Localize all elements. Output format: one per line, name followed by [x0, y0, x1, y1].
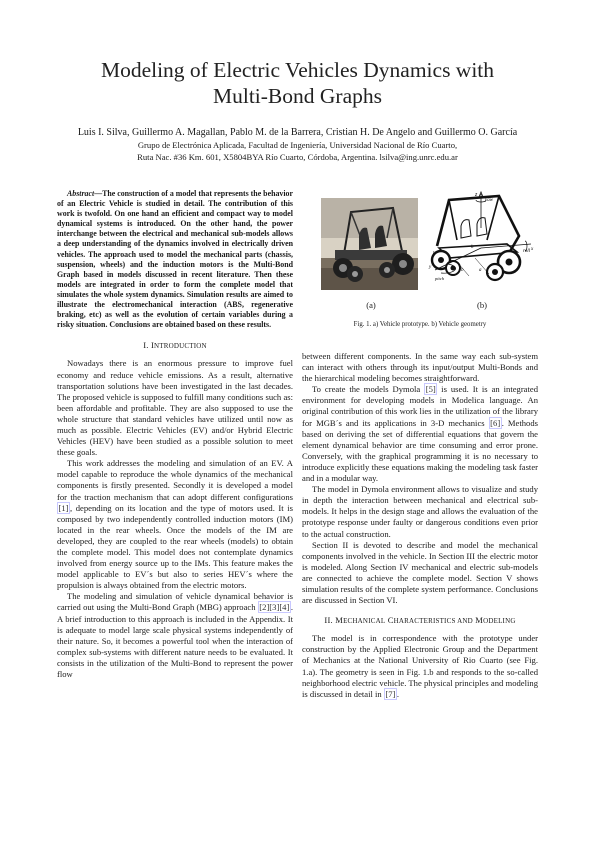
section-title-initial: I: [150, 340, 155, 351]
figure-label-a: (a): [366, 300, 376, 310]
section-heading-mechanical: [302, 615, 538, 627]
figure-caption: Fig. 1. a) Vehicle prototype. b) Vehicle geometry: [353, 321, 487, 328]
section-title-initial: M: [475, 615, 484, 626]
affiliation-line-2: Ruta Nac. #36 Km. 601, X5804BYA Río Cuarto, Córdoba, Argentina. lsilva@ing.unrc.edu.ar: [137, 152, 458, 162]
affiliation: [30, 139, 565, 163]
pitch-label: pitch: [435, 276, 444, 281]
seat-left: [461, 220, 471, 238]
paper-title: [40, 57, 555, 109]
section-title-rest: NTRODUCTION: [154, 342, 207, 351]
intro-paragraph-3: [57, 591, 293, 680]
author-list: Luis I. Silva, Guillermo A. Magallan, Pablo M. de la Barrera, Cristian H. De Angelo and Guillermo O. García: [77, 127, 518, 138]
figure-label-b: (b): [476, 300, 488, 310]
vehicle-prototype-photo: [321, 198, 418, 290]
text-run: . A brief introduction to this approach is included in the Appendix. It is adequate to model large scale physical systems independently of their nature. So, it becomes a powerful tool when the interaction of complex sub-systems with different nature needs to be evaluated. It consists in the utilization of the Multi-Bond to represent the power flow: [57, 602, 293, 680]
text-run: , depending on its location and the type of motors used. It is composed by two independently controlled induction motors (IM) located in the rear wheels. Once the models of the IM are developed, they are coupled to the rear wheels (models) to obtain the complete model. This model does not contemplate dynamics involved from energy source up to the IMs. This feature makes the model applicable to EV´s but also to series HEV´s where the propulsion is always obtained from the electric motors.: [57, 502, 293, 591]
dimension-t-label: t: [433, 251, 435, 256]
x-axis-label: x: [531, 247, 534, 252]
mechanical-paragraph-1: [302, 633, 538, 700]
text-run: This work addresses the modeling and simulation of an EV. A model capable to reproduce the whole dynamics of the mechanical components is firstly presented. Secondly it is developed a model for the traction mechanism that can adopt different configurations: [57, 458, 293, 502]
citation-link-6[interactable]: [6]: [490, 417, 501, 428]
roll-label: roll: [523, 249, 531, 254]
section-title-initial: C: [387, 615, 394, 626]
section-title-rest: HARACTERISTICS AND: [393, 617, 473, 626]
dimension-line: [475, 258, 489, 274]
title-line-1: Modeling of Electric Vehicles Dynamics with: [100, 58, 495, 82]
section-title-rest: ECHANICAL: [343, 617, 386, 626]
vehicle-geometry-diagram: [427, 188, 537, 292]
abstract: [57, 189, 293, 330]
affiliation-line-1: Grupo de Electrónica Aplicada, Facultad de Ingeniería, Universidad Nacional de Río Cuarto,: [137, 140, 458, 150]
section-number: II.: [324, 615, 333, 626]
text-run: . Methods based on deriving the set of differential equations that govern the element dynamical behavior are time consuming and error prone. Conversely, with the graphical programming it is no necessary to introduce explicitly these equations making the modeling task faster and in a modular way.: [302, 417, 538, 484]
intro-paragraph-4: [302, 384, 538, 484]
right-column: [302, 351, 538, 700]
intro-paragraph-5: The model in Dymola environment allows to visualize and study in depth the interaction between mechanical and electrical sub-models. It helps in the design stage and allows the evaluation of the prototype response under faulty or dangerous conditions even prior to the actual construction.: [302, 484, 538, 539]
citation-link-5[interactable]: [5]: [425, 384, 436, 395]
abstract-label: Abstract: [67, 189, 95, 198]
section-number: I.: [143, 340, 149, 351]
left-column: [57, 189, 293, 680]
text-run: .: [396, 688, 400, 699]
seat-right: [477, 218, 487, 236]
intro-paragraph-1: Nowadays there is an enormous pressure to improve fuel economy and reduce vehicle emissions. As a result, alternative transportation solutions have been investigated in the last decades. The proposed vehicle is supposed to fulfill many conditions such as: been affordable and profitable. They are also supposed to use the whole structure that standard vehicles have utilized until now as much as possible. Electric Vehicles (EV) and/or Hybrid Electric Vehicles (HEV) have been studied as a possible solution to meet these goals.: [57, 358, 293, 458]
dimension-h-label: h: [471, 245, 474, 250]
dimension-b-label: b: [461, 268, 464, 273]
abstract-text: —The construction of a model that represents the behavior of an Electric Vehicle is studied in detail. The contribution of this work is twofold. On one hand an efficient and compact way to model dynamical systems is introduced. On the other hand, the power interchange between the electrical and mechanical sub-models allows a deep understanding of the dynamics involved in electrically driven vehicles. The approach used to model the mechanical parts (chassis, suspension, wheels) and the induction motors is the Multi-Bond Graph based in models discussed in recent literature. Then these models are integrated in order to form the complete model that simulates the whole system dynamics. Simulation results are aimed to illustrate the electromechanical interaction (ABS, regenerative braking, etc) as well as the evolution of certain variables during a risky situation. Conclusions are obtained based on these results.: [57, 189, 293, 330]
y-axis-label: y: [429, 265, 432, 270]
text-run: The model is in correspondence with the prototype under construction by the Applied Electronic Group and the Department of Mechanics at the National University of Rio Cuarto (see Fig. 1.a). The geometry is seen in Fig. 1.b and responds to the so-called neighborhood electric vehicle. The physical principles and modeling is discussed in detail in: [302, 633, 538, 699]
text-run: is used. It is an integrated environment for developing models in Modelica language. An original contribution of this work lies in the utilization of the library for MGB´s and its applications in 3-D mechanics: [302, 384, 538, 428]
intro-paragraph-6: Section II is devoted to describe and model the mechanical components involved in the vehicle. In Section III the electric motor is modeled. Along Section IV mechanical and electric sub-models are connected to achieve the complete model. Section V shows simulation results of the complete system performance. Conclusions are discussed in Section VI.: [302, 539, 538, 606]
section-title-initial: M: [335, 615, 344, 626]
wheel-icon: [487, 264, 503, 280]
citation-link-2-3-4[interactable]: [2][3][4]: [259, 602, 290, 613]
z-axis-label: z: [475, 192, 478, 198]
yaw-label: yaw: [485, 198, 494, 203]
intro-paragraph-2: [57, 458, 293, 591]
text-run: To create the models Dymola: [312, 384, 425, 395]
title-line-2: Multi-Bond Graphs: [212, 84, 382, 108]
citation-link-7[interactable]: [7]: [385, 688, 396, 699]
figure-1: [302, 188, 538, 338]
section-heading-introduction: [57, 340, 293, 352]
intro-paragraph-3-continued: between different components. In the same way each sub-system can interact with others through its input/output Multi-Bonds and the hierarchical modeling becomes straightforward.: [302, 351, 538, 384]
text-run: The modeling and simulation of vehicle dynamical behavior is carried out using the Multi-Bond Graph (MBG) approach: [57, 591, 293, 613]
section-title-rest: ODELING: [483, 617, 516, 626]
citation-link-1[interactable]: [1]: [58, 502, 69, 513]
dimension-a-label: a: [479, 268, 482, 273]
